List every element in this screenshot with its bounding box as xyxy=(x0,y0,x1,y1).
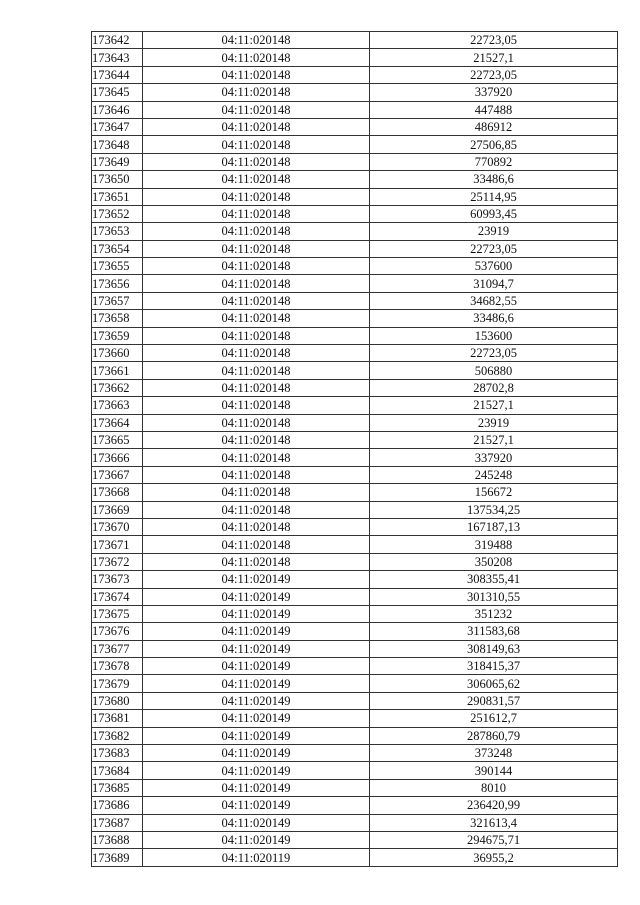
table-row xyxy=(92,205,618,222)
row-id-cell: 173671 xyxy=(92,536,143,553)
cadastral-code-cell: 04:11:020149 xyxy=(143,692,370,709)
table-row xyxy=(92,571,618,588)
cadastral-code-cell: 04:11:020149 xyxy=(143,605,370,622)
row-id-cell: 173643 xyxy=(92,49,143,66)
value-cell: 486912 xyxy=(370,118,618,135)
cadastral-code-cell: 04:11:020149 xyxy=(143,814,370,831)
table-row xyxy=(92,362,618,379)
row-id-cell: 173677 xyxy=(92,640,143,657)
cadastral-code-cell: 04:11:020148 xyxy=(143,501,370,518)
table-row xyxy=(92,501,618,518)
row-id-cell: 173648 xyxy=(92,136,143,153)
cadastral-code-cell: 04:11:020149 xyxy=(143,831,370,848)
table-row xyxy=(92,118,618,135)
table-row xyxy=(92,101,618,118)
value-cell: 23919 xyxy=(370,223,618,240)
value-cell: 21527,1 xyxy=(370,49,618,66)
row-id-cell: 173649 xyxy=(92,153,143,170)
cadastral-code-cell: 04:11:020148 xyxy=(143,431,370,448)
row-id-cell: 173667 xyxy=(92,466,143,483)
cadastral-code-cell: 04:11:020148 xyxy=(143,553,370,570)
cadastral-code-cell: 04:11:020148 xyxy=(143,275,370,292)
cadastral-code-cell: 04:11:020148 xyxy=(143,310,370,327)
table-row xyxy=(92,623,618,640)
value-cell: 33486,6 xyxy=(370,171,618,188)
value-cell: 23919 xyxy=(370,414,618,431)
table-row xyxy=(92,258,618,275)
table-row xyxy=(92,171,618,188)
value-cell: 294675,71 xyxy=(370,831,618,848)
row-id-cell: 173683 xyxy=(92,745,143,762)
table-row xyxy=(92,310,618,327)
cadastral-code-cell: 04:11:020148 xyxy=(143,205,370,222)
cadastral-code-cell: 04:11:020149 xyxy=(143,762,370,779)
row-id-cell: 173681 xyxy=(92,710,143,727)
row-id-cell: 173669 xyxy=(92,501,143,518)
cadastral-code-cell: 04:11:020148 xyxy=(143,379,370,396)
table-row xyxy=(92,292,618,309)
cadastral-code-cell: 04:11:020148 xyxy=(143,223,370,240)
value-cell: 337920 xyxy=(370,84,618,101)
row-id-cell: 173689 xyxy=(92,849,143,866)
row-id-cell: 173674 xyxy=(92,588,143,605)
value-cell: 8010 xyxy=(370,779,618,796)
row-id-cell: 173672 xyxy=(92,553,143,570)
table-row xyxy=(92,779,618,796)
value-cell: 318415,37 xyxy=(370,658,618,675)
row-id-cell: 173684 xyxy=(92,762,143,779)
row-id-cell: 173665 xyxy=(92,431,143,448)
cadastral-code-cell: 04:11:020149 xyxy=(143,797,370,814)
cadastral-code-cell: 04:11:020148 xyxy=(143,101,370,118)
table-row xyxy=(92,553,618,570)
cadastral-code-cell: 04:11:020148 xyxy=(143,258,370,275)
value-cell: 447488 xyxy=(370,101,618,118)
table-row xyxy=(92,431,618,448)
value-cell: 25114,95 xyxy=(370,188,618,205)
cadastral-code-cell: 04:11:020149 xyxy=(143,779,370,796)
table-row xyxy=(92,66,618,83)
cadastral-code-cell: 04:11:020149 xyxy=(143,658,370,675)
table-row xyxy=(92,49,618,66)
row-id-cell: 173647 xyxy=(92,118,143,135)
row-id-cell: 173670 xyxy=(92,518,143,535)
row-id-cell: 173688 xyxy=(92,831,143,848)
row-id-cell: 173642 xyxy=(92,32,143,49)
table-row xyxy=(92,762,618,779)
row-id-cell: 173644 xyxy=(92,66,143,83)
row-id-cell: 173679 xyxy=(92,675,143,692)
cadastral-code-cell: 04:11:020148 xyxy=(143,397,370,414)
table-row xyxy=(92,831,618,848)
value-cell: 506880 xyxy=(370,362,618,379)
row-id-cell: 173659 xyxy=(92,327,143,344)
table-row xyxy=(92,32,618,49)
table-row xyxy=(92,484,618,501)
row-id-cell: 173656 xyxy=(92,275,143,292)
value-cell: 31094,7 xyxy=(370,275,618,292)
row-id-cell: 173685 xyxy=(92,779,143,796)
value-cell: 21527,1 xyxy=(370,431,618,448)
table-row xyxy=(92,240,618,257)
cadastral-code-cell: 04:11:020119 xyxy=(143,849,370,866)
row-id-cell: 173660 xyxy=(92,345,143,362)
table-row xyxy=(92,710,618,727)
value-cell: 22723,05 xyxy=(370,345,618,362)
row-id-cell: 173645 xyxy=(92,84,143,101)
row-id-cell: 173657 xyxy=(92,292,143,309)
value-cell: 251612,7 xyxy=(370,710,618,727)
cadastral-code-cell: 04:11:020148 xyxy=(143,32,370,49)
row-id-cell: 173664 xyxy=(92,414,143,431)
cadastral-code-cell: 04:11:020149 xyxy=(143,640,370,657)
table-row xyxy=(92,692,618,709)
cadastral-code-cell: 04:11:020148 xyxy=(143,484,370,501)
records-table-body xyxy=(92,32,618,867)
value-cell: 167187,13 xyxy=(370,518,618,535)
row-id-cell: 173682 xyxy=(92,727,143,744)
value-cell: 337920 xyxy=(370,449,618,466)
cadastral-code-cell: 04:11:020149 xyxy=(143,727,370,744)
cadastral-code-cell: 04:11:020149 xyxy=(143,623,370,640)
row-id-cell: 173663 xyxy=(92,397,143,414)
row-id-cell: 173676 xyxy=(92,623,143,640)
cadastral-code-cell: 04:11:020148 xyxy=(143,153,370,170)
value-cell: 351232 xyxy=(370,605,618,622)
row-id-cell: 173646 xyxy=(92,101,143,118)
row-id-cell: 173666 xyxy=(92,449,143,466)
row-id-cell: 173655 xyxy=(92,258,143,275)
value-cell: 319488 xyxy=(370,536,618,553)
value-cell: 236420,99 xyxy=(370,797,618,814)
cadastral-code-cell: 04:11:020148 xyxy=(143,171,370,188)
row-id-cell: 173686 xyxy=(92,797,143,814)
table-row xyxy=(92,849,618,866)
cadastral-code-cell: 04:11:020148 xyxy=(143,188,370,205)
table-row xyxy=(92,727,618,744)
row-id-cell: 173654 xyxy=(92,240,143,257)
row-id-cell: 173652 xyxy=(92,205,143,222)
cadastral-code-cell: 04:11:020148 xyxy=(143,536,370,553)
cadastral-code-cell: 04:11:020148 xyxy=(143,345,370,362)
table-row xyxy=(92,605,618,622)
value-cell: 33486,6 xyxy=(370,310,618,327)
value-cell: 156672 xyxy=(370,484,618,501)
value-cell: 311583,68 xyxy=(370,623,618,640)
cadastral-code-cell: 04:11:020148 xyxy=(143,240,370,257)
table-row xyxy=(92,675,618,692)
table-row xyxy=(92,275,618,292)
value-cell: 21527,1 xyxy=(370,397,618,414)
value-cell: 290831,57 xyxy=(370,692,618,709)
value-cell: 60993,45 xyxy=(370,205,618,222)
value-cell: 308149,63 xyxy=(370,640,618,657)
table-row xyxy=(92,327,618,344)
row-id-cell: 173651 xyxy=(92,188,143,205)
table-row xyxy=(92,658,618,675)
table-row xyxy=(92,136,618,153)
row-id-cell: 173658 xyxy=(92,310,143,327)
cadastral-code-cell: 04:11:020148 xyxy=(143,118,370,135)
row-id-cell: 173675 xyxy=(92,605,143,622)
row-id-cell: 173687 xyxy=(92,814,143,831)
table-row xyxy=(92,536,618,553)
value-cell: 306065,62 xyxy=(370,675,618,692)
table-row xyxy=(92,640,618,657)
row-id-cell: 173678 xyxy=(92,658,143,675)
cadastral-code-cell: 04:11:020148 xyxy=(143,466,370,483)
table-row xyxy=(92,588,618,605)
value-cell: 153600 xyxy=(370,327,618,344)
cadastral-code-cell: 04:11:020148 xyxy=(143,136,370,153)
table-row xyxy=(92,518,618,535)
value-cell: 301310,55 xyxy=(370,588,618,605)
cadastral-code-cell: 04:11:020149 xyxy=(143,745,370,762)
table-row xyxy=(92,188,618,205)
row-id-cell: 173680 xyxy=(92,692,143,709)
cadastral-code-cell: 04:11:020148 xyxy=(143,449,370,466)
value-cell: 22723,05 xyxy=(370,32,618,49)
cadastral-code-cell: 04:11:020148 xyxy=(143,414,370,431)
value-cell: 287860,79 xyxy=(370,727,618,744)
value-cell: 321613,4 xyxy=(370,814,618,831)
table-row xyxy=(92,814,618,831)
table-row xyxy=(92,449,618,466)
table-row xyxy=(92,797,618,814)
cadastral-code-cell: 04:11:020148 xyxy=(143,292,370,309)
cadastral-code-cell: 04:11:020148 xyxy=(143,66,370,83)
cadastral-code-cell: 04:11:020149 xyxy=(143,588,370,605)
table-row xyxy=(92,84,618,101)
table-row xyxy=(92,397,618,414)
value-cell: 390144 xyxy=(370,762,618,779)
value-cell: 373248 xyxy=(370,745,618,762)
value-cell: 245248 xyxy=(370,466,618,483)
cadastral-code-cell: 04:11:020148 xyxy=(143,49,370,66)
row-id-cell: 173673 xyxy=(92,571,143,588)
cadastral-code-cell: 04:11:020148 xyxy=(143,518,370,535)
value-cell: 27506,85 xyxy=(370,136,618,153)
value-cell: 34682,55 xyxy=(370,292,618,309)
row-id-cell: 173653 xyxy=(92,223,143,240)
value-cell: 770892 xyxy=(370,153,618,170)
cadastral-code-cell: 04:11:020149 xyxy=(143,675,370,692)
value-cell: 22723,05 xyxy=(370,66,618,83)
row-id-cell: 173661 xyxy=(92,362,143,379)
value-cell: 350208 xyxy=(370,553,618,570)
row-id-cell: 173662 xyxy=(92,379,143,396)
value-cell: 137534,25 xyxy=(370,501,618,518)
table-row xyxy=(92,466,618,483)
value-cell: 22723,05 xyxy=(370,240,618,257)
row-id-cell: 173668 xyxy=(92,484,143,501)
row-id-cell: 173650 xyxy=(92,171,143,188)
cadastral-code-cell: 04:11:020149 xyxy=(143,571,370,588)
cadastral-code-cell: 04:11:020148 xyxy=(143,327,370,344)
records-table xyxy=(91,31,618,867)
value-cell: 36955,2 xyxy=(370,849,618,866)
table-row xyxy=(92,414,618,431)
cadastral-code-cell: 04:11:020149 xyxy=(143,710,370,727)
table-row xyxy=(92,345,618,362)
table-row xyxy=(92,153,618,170)
value-cell: 28702,8 xyxy=(370,379,618,396)
cadastral-code-cell: 04:11:020148 xyxy=(143,362,370,379)
table-row xyxy=(92,223,618,240)
table-row xyxy=(92,745,618,762)
cadastral-code-cell: 04:11:020148 xyxy=(143,84,370,101)
value-cell: 308355,41 xyxy=(370,571,618,588)
table-row xyxy=(92,379,618,396)
value-cell: 537600 xyxy=(370,258,618,275)
